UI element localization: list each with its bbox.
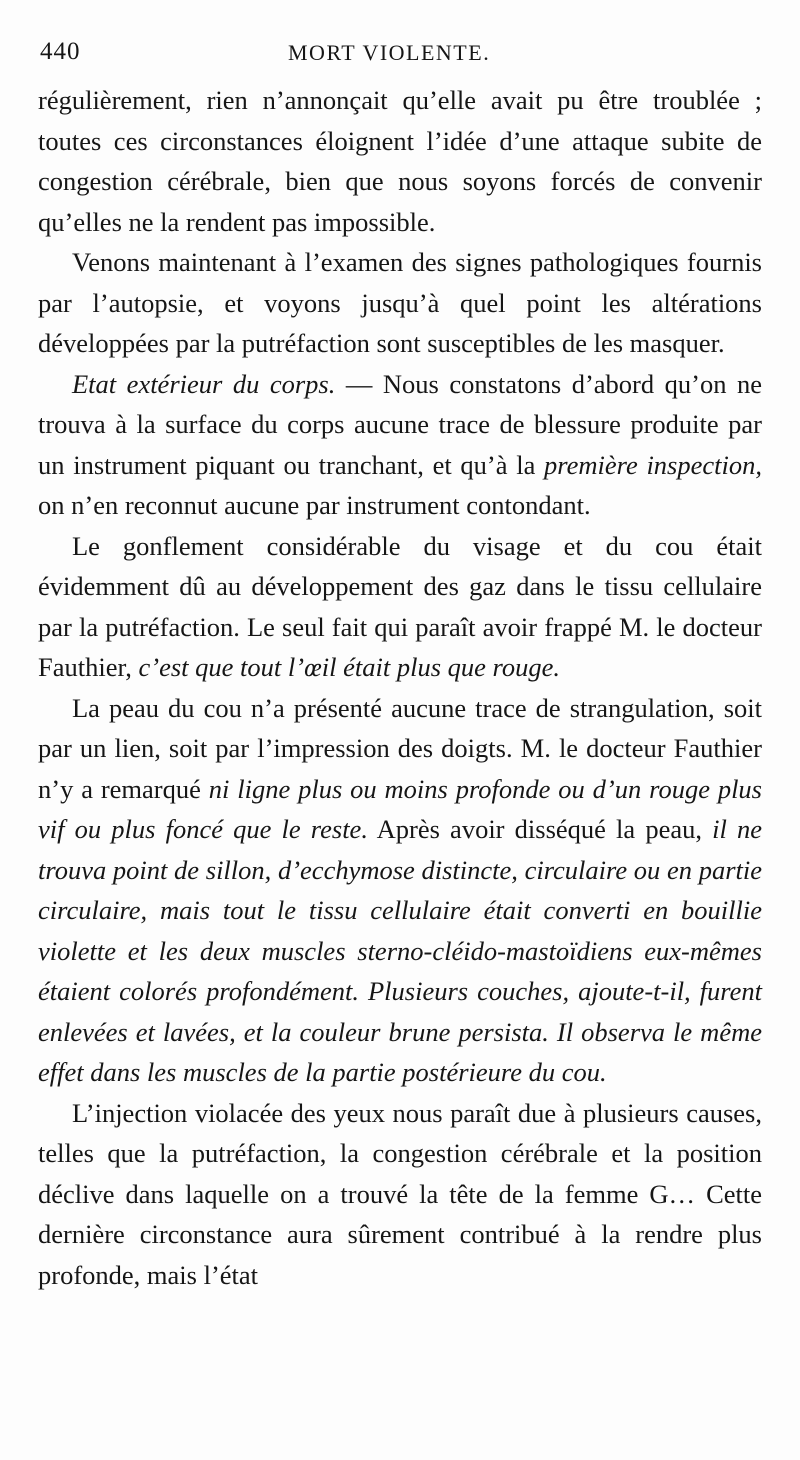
italic-run: première inspection,	[544, 449, 762, 480]
text-run: Venons maintenant à l’examen des signes pathologiques fournis par l’autopsie, et voyons jusqu’à quel point les altérations développées par la putréfaction sont susceptibles de les masquer.	[38, 247, 762, 358]
text-run: on n’en reconnut aucune par instrument contondant.	[38, 490, 591, 520]
page-body	[38, 80, 762, 1295]
text-run: Après avoir disséqué la peau,	[367, 814, 713, 844]
paragraph-swelling	[38, 526, 762, 688]
paragraph-continuation	[38, 80, 762, 242]
page-number: 440	[40, 38, 81, 65]
paragraph-autopsy-intro	[38, 242, 762, 364]
italic-quote: ni ligne plus ou moins profonde ou d’un rouge plus vif ou plus foncé que le reste.	[38, 773, 762, 844]
paragraph-eye-injection	[38, 1093, 762, 1296]
paragraph-exterior-state	[38, 364, 762, 526]
text-run: L’injection violacée des yeux nous paraît due à plusieurs causes, telles que la putréfaction, la congestion cérébrale et la position déclive dans laquelle on a trouvé la tête de la femme G… Cette dernière circonstance aura sûrement contribué à la rendre plus profonde, mais l’état	[38, 1097, 762, 1290]
text-run: — Nous constatons d’abord qu’on ne trouva à la surface du corps aucune trace de blessure produite par un instrument piquant ou tranchant, et qu’à la	[38, 368, 762, 480]
text-run: Le gonflement considérable du visage et du cou était évidemment dû au développement des gaz dans le tissu cellulaire par la putréfaction. Le seul fait qui paraît avoir frappé M. le docteur Fauthier,	[38, 530, 762, 682]
italic-quote: c’est que tout l’œil était plus que rouge.	[138, 652, 560, 682]
text-run: La peau du cou n’a présenté aucune trace de strangulation, soit par un lien, soit par l’impression des doigts. M. le docteur Fauthier n’y a remarqué	[38, 692, 762, 804]
italic-quote: il ne trouva point de sillon, d’ecchymose distincte, circulaire ou en partie circulaire, mais tout le tissu cellulaire était converti en bouillie violette et les deux muscles sterno-cléido-mastoïdiens eux-mêmes étaient colorés profondément. Plusieurs couches, ajoute-t-il, furent enlevées et lavées, et la couleur brune persista. Il observa le même effet dans les muscles de la partie postérieure du cou.	[38, 814, 763, 1087]
text-run: régulièrement, rien n’annonçait qu’elle avait pu être troublée ; toutes ces circonstances éloignent l’idée d’une attaque subite de congestion cérébrale, bien que nous soyons forcés de convenir qu’elles ne la rendent pas impossible.	[38, 85, 762, 237]
running-head: MORT VIOLENTE.	[288, 40, 491, 65]
page-header	[40, 38, 760, 74]
section-heading-italic: Etat extérieur du corps.	[72, 368, 336, 399]
paragraph-neck-skin	[38, 688, 762, 1093]
